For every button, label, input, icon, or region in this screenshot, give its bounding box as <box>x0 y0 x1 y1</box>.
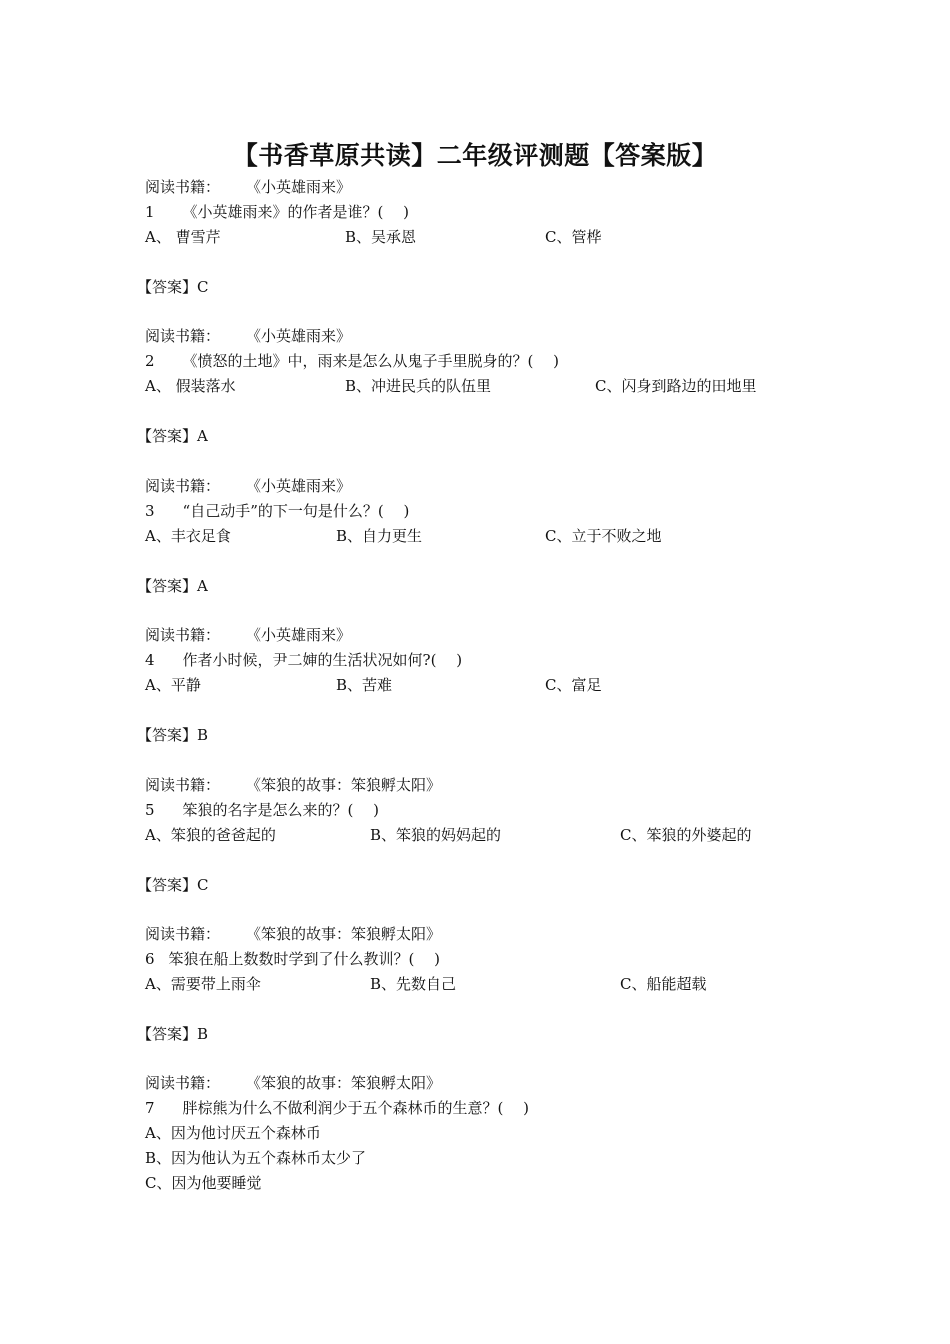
question-text: 《小英雄雨来》的作者是谁？( ) <box>182 203 410 221</box>
answer-value: C <box>197 278 209 296</box>
answer-line <box>137 723 905 748</box>
option-b: B、先数自己 <box>370 975 457 993</box>
answer-label: 【答案】 <box>137 876 198 894</box>
answer-value: B <box>197 726 209 744</box>
book-title: 《小英雄雨来》 <box>246 327 352 345</box>
answer-line <box>137 275 905 300</box>
question-text: 胖棕熊为什么不做利润少于五个森林币的生意？( ) <box>182 1099 530 1117</box>
question-number: 1 <box>145 203 155 221</box>
option-c: C、闪身到路边的田地里 <box>595 377 757 395</box>
page-title: 【书香草原共读】二年级评测题【答案版】 <box>232 141 718 170</box>
book-label: 阅读书籍： <box>145 477 221 495</box>
option-b: B、苦难 <box>336 676 393 694</box>
option-c: C、富足 <box>545 676 602 694</box>
question-block-6 <box>137 922 905 1047</box>
answer-value: A <box>197 577 208 595</box>
question-line <box>145 648 905 673</box>
question-line <box>145 200 905 225</box>
answer-label: 【答案】 <box>137 577 198 595</box>
question-line <box>145 1096 905 1121</box>
book-title: 《笨狼的故事：笨狼孵太阳》 <box>246 1074 442 1092</box>
question-number: 5 <box>145 801 155 819</box>
option-c: C、立于不败之地 <box>545 527 662 545</box>
question-block-5 <box>137 773 905 898</box>
question-block-3 <box>137 474 905 599</box>
option-c: C、船能超载 <box>620 975 707 993</box>
book-title: 《笨狼的故事：笨狼孵太阳》 <box>246 925 442 943</box>
option-b: B、笨狼的妈妈起的 <box>370 826 502 844</box>
book-title: 《小英雄雨来》 <box>246 626 352 644</box>
book-line <box>145 922 905 947</box>
options-row <box>145 374 905 399</box>
question-number: 7 <box>145 1099 155 1117</box>
option-b: B、冲进民兵的队伍里 <box>345 377 492 395</box>
option-c: C、管桦 <box>545 228 602 246</box>
options-row <box>145 823 905 848</box>
book-label: 阅读书籍： <box>145 1074 221 1092</box>
book-label: 阅读书籍： <box>145 925 221 943</box>
option-c: C、因为他要睡觉 <box>145 1174 262 1192</box>
book-title: 《小英雄雨来》 <box>246 477 352 495</box>
answer-line <box>137 873 905 898</box>
option-a: A、丰衣足食 <box>145 527 231 545</box>
option-a: A、需要带上雨伞 <box>145 975 261 993</box>
option-b: B、因为他认为五个森林币太少了 <box>145 1149 367 1167</box>
question-text: “自己动手”的下一句是什么？( ) <box>182 502 410 520</box>
question-block-1 <box>137 175 905 300</box>
book-line <box>145 324 905 349</box>
question-line <box>145 499 905 524</box>
answer-label: 【答案】 <box>137 278 198 296</box>
answer-value: C <box>197 876 209 894</box>
book-line <box>145 175 905 200</box>
book-line <box>145 773 905 798</box>
answer-label: 【答案】 <box>137 1025 198 1043</box>
book-title: 《笨狼的故事：笨狼孵太阳》 <box>246 776 442 794</box>
question-text: 笨狼的名字是怎么来的？( ) <box>182 801 380 819</box>
option-c: C、笨狼的外婆起的 <box>620 826 752 844</box>
answer-label: 【答案】 <box>137 427 198 445</box>
question-number: 2 <box>145 352 155 370</box>
question-line <box>145 947 905 972</box>
answer-line <box>137 1022 905 1047</box>
book-label: 阅读书籍： <box>145 327 221 345</box>
options-row <box>145 524 905 549</box>
answer-value: A <box>197 427 208 445</box>
options-row <box>145 972 905 997</box>
answer-label: 【答案】 <box>137 726 198 744</box>
options-row <box>145 673 905 698</box>
book-label: 阅读书籍： <box>145 776 221 794</box>
answer-value: B <box>197 1025 209 1043</box>
question-block-2 <box>137 324 905 449</box>
book-label: 阅读书籍： <box>145 178 221 196</box>
question-line <box>145 349 905 374</box>
answer-line <box>137 424 905 449</box>
book-title: 《小英雄雨来》 <box>246 178 352 196</box>
book-line <box>145 474 905 499</box>
answer-line <box>137 574 905 599</box>
option-b: B、自力更生 <box>336 527 423 545</box>
question-number: 6 <box>145 950 155 968</box>
option-a: A、因为他讨厌五个森林币 <box>145 1124 321 1142</box>
question-block-4 <box>137 623 905 748</box>
book-line <box>145 1071 905 1096</box>
question-text: 笨狼在船上数数时学到了什么教训？( ) <box>168 950 441 968</box>
option-a: A、 假装落水 <box>145 377 236 395</box>
question-number: 4 <box>145 651 155 669</box>
option-a: A、 曹雪芹 <box>145 228 221 246</box>
question-block-7 <box>145 1071 905 1196</box>
book-line <box>145 623 905 648</box>
question-text: 作者小时候，尹二婶的生活状况如何?( ) <box>182 651 463 669</box>
question-line <box>145 798 905 823</box>
question-number: 3 <box>145 502 155 520</box>
option-a: A、平静 <box>145 676 201 694</box>
book-label: 阅读书籍： <box>145 626 221 644</box>
option-a: A、笨狼的爸爸起的 <box>145 826 276 844</box>
question-text: 《愤怒的土地》中，雨来是怎么从鬼子手里脱身的？( ) <box>182 352 560 370</box>
option-b: B、吴承恩 <box>345 228 417 246</box>
options-row <box>145 225 905 250</box>
